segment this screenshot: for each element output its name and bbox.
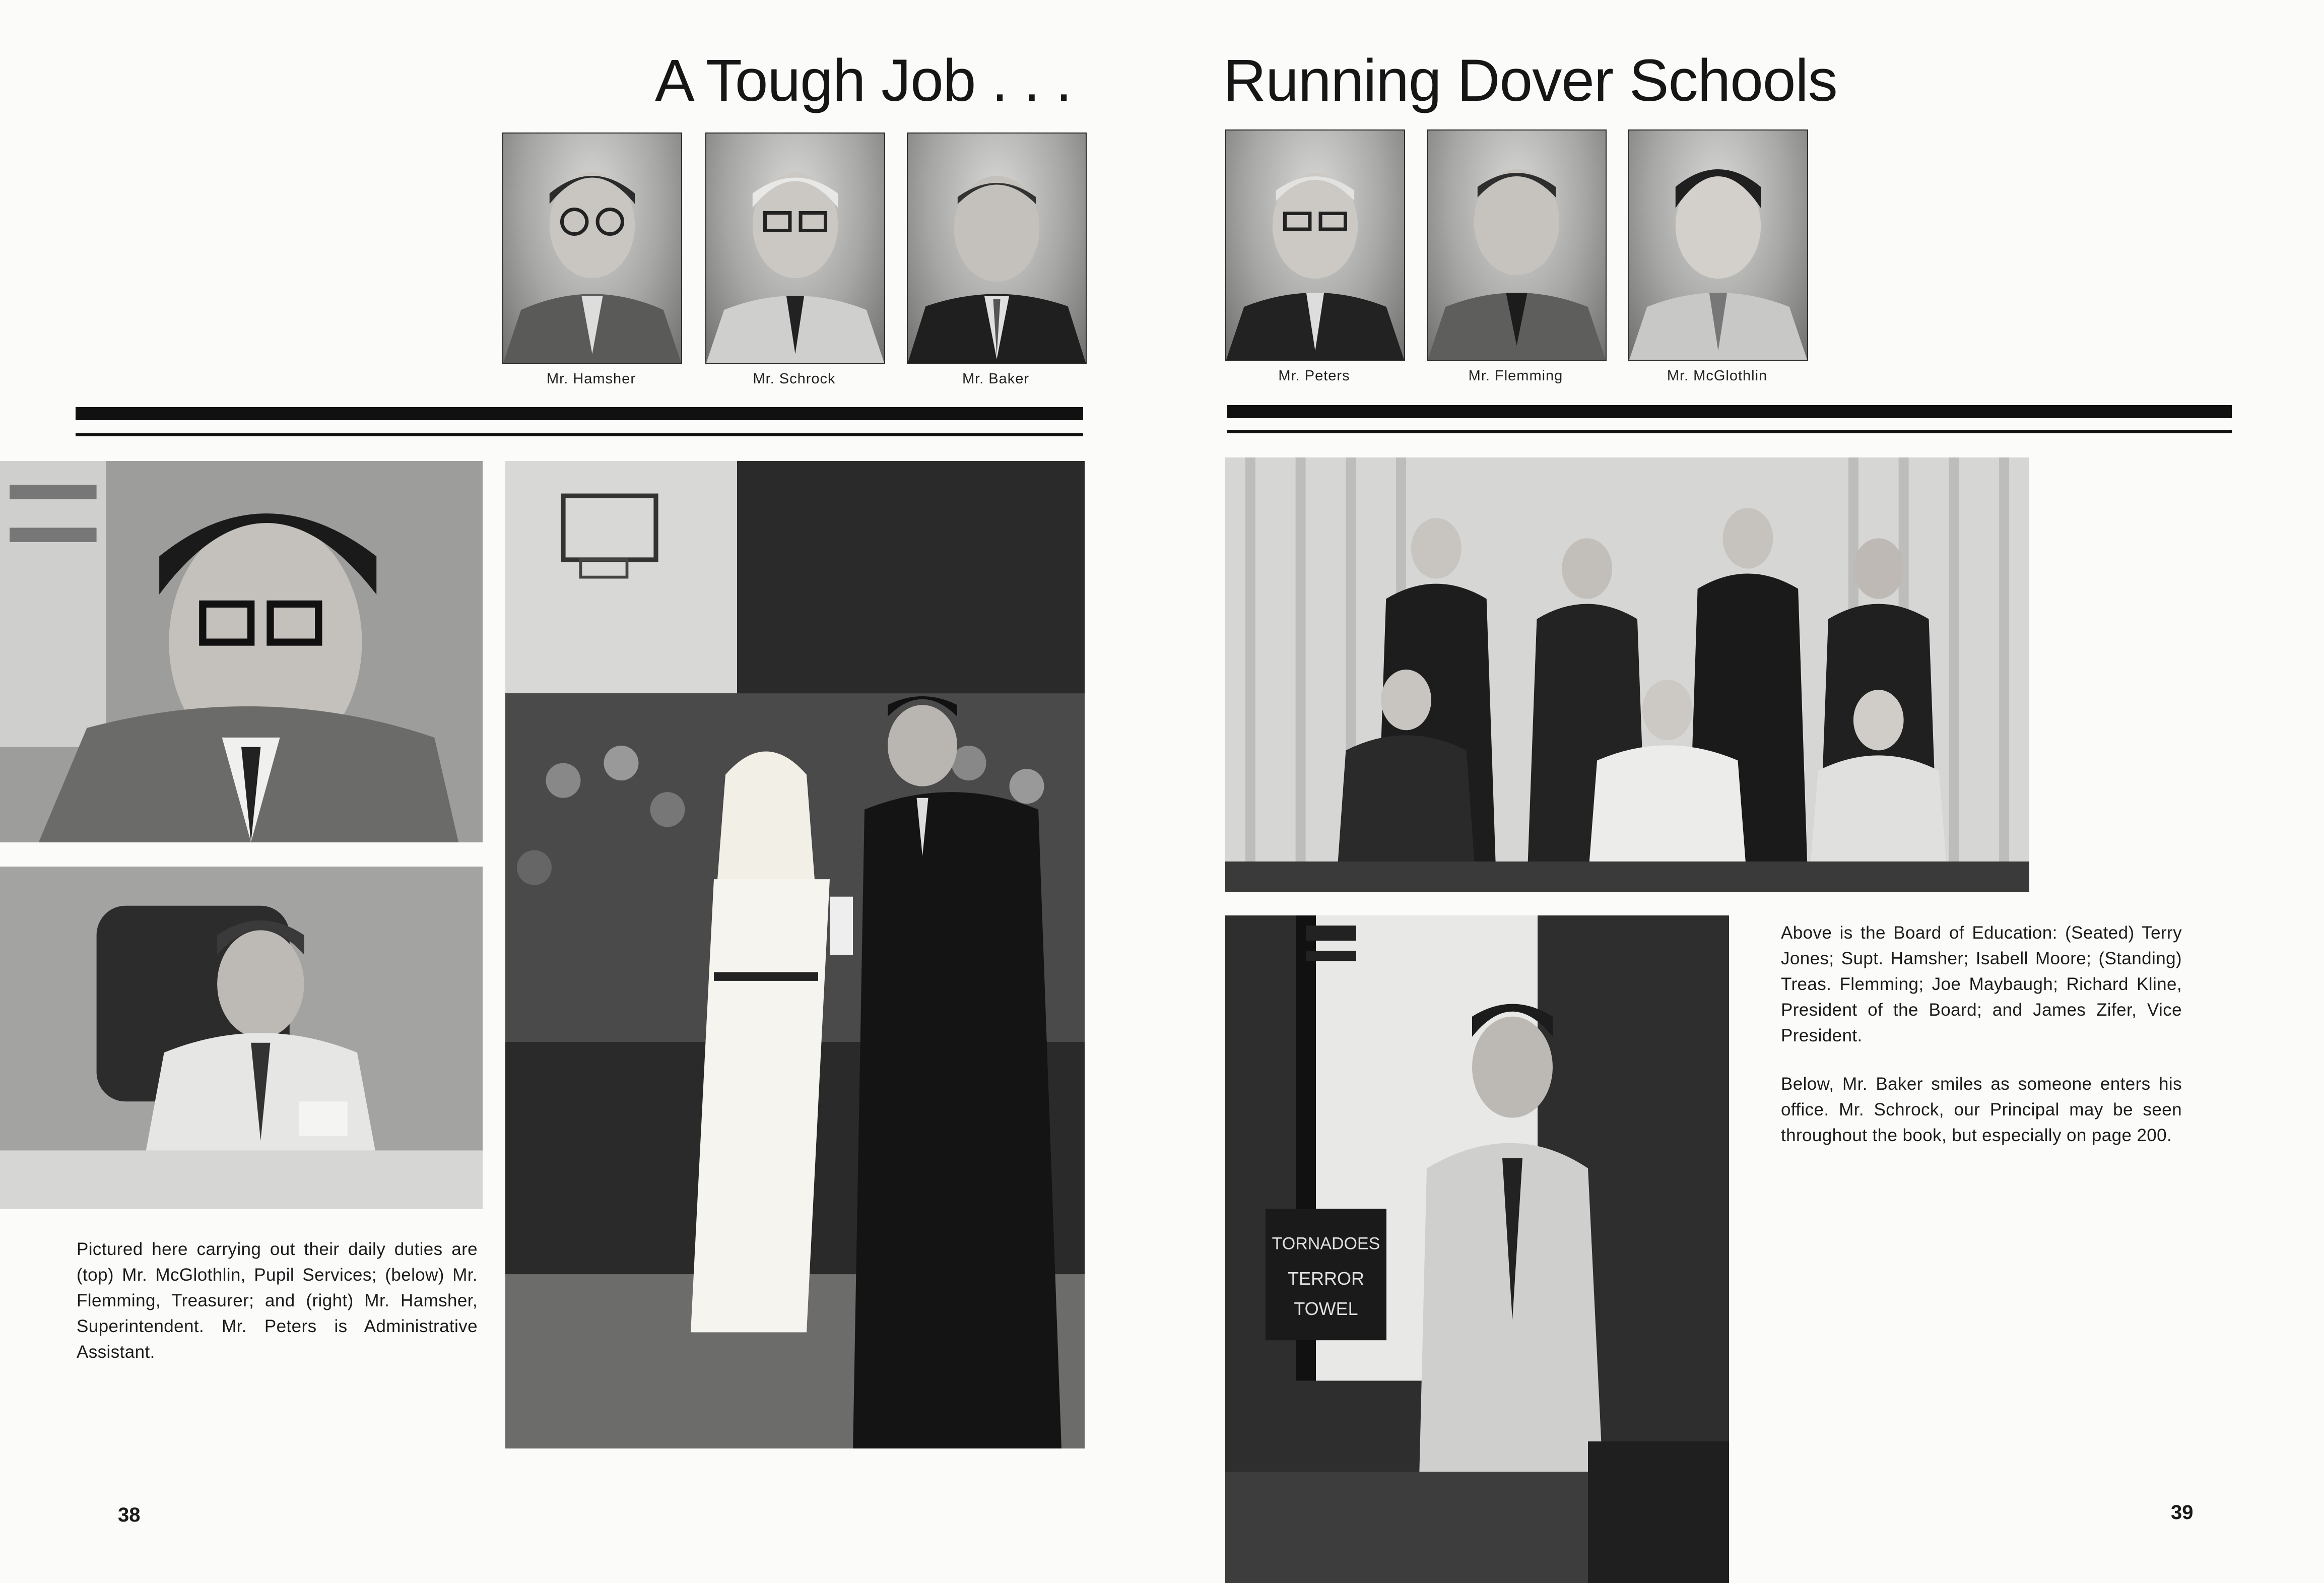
caption-baker: Mr. Baker xyxy=(962,371,1030,387)
caption-mcglothlin: Mr. McGlothlin xyxy=(1667,368,1768,384)
divider-thin-right xyxy=(1227,430,2232,433)
photo-baker-office xyxy=(1225,915,1729,1583)
photo-gym-event xyxy=(505,461,1085,1448)
portrait-peters xyxy=(1225,129,1405,361)
caption-right-board: Above is the Board of Education: (Seated) Terry Jones; Supt. Hamsher; Isabell Moore; (Standing) Treas. Flemming; Joe Maybaugh; Richard Kline, President of the Board; and James Zifer, Vice President. xyxy=(1781,923,2182,1045)
divider-thin-left xyxy=(76,433,1083,436)
portrait-baker xyxy=(907,133,1087,364)
towel-text-1: TORNADOES xyxy=(1272,1234,1380,1254)
portrait-flemming xyxy=(1427,129,1607,361)
caption-left-page: Pictured here carrying out their daily duties are (top) Mr. McGlothlin, Pupil Services; (below) Mr. Flemming, Treasurer; and (right) Mr. Hamsher, Superintendent. Mr. Peters is Administrative Assistant. xyxy=(77,1239,478,1362)
caption-right-office: Below, Mr. Baker smiles as someone enters his office. Mr. Schrock, our Principal may be seen throughout the book, but especially on page 200. xyxy=(1781,1074,2182,1145)
page-title-right: Running Dover Schools xyxy=(1223,47,1837,114)
caption-hamsher: Mr. Hamsher xyxy=(547,371,636,387)
caption-flemming: Mr. Flemming xyxy=(1468,368,1563,384)
divider-thick-right xyxy=(1227,405,2232,418)
photo-mcglothlin-office xyxy=(0,461,483,842)
divider-thick-left xyxy=(76,407,1083,420)
caption-peters: Mr. Peters xyxy=(1278,368,1350,384)
page-number-left: 38 xyxy=(118,1504,141,1526)
page-number-right: 39 xyxy=(2171,1501,2194,1524)
photo-flemming-desk xyxy=(0,867,483,1209)
portrait-schrock xyxy=(705,133,885,364)
photo-board-of-education xyxy=(1225,457,2029,892)
towel-text-2: TERROR xyxy=(1288,1268,1364,1289)
portrait-mcglothlin xyxy=(1628,129,1808,361)
caption-schrock: Mr. Schrock xyxy=(753,371,836,387)
portrait-hamsher xyxy=(502,133,682,364)
page-title-left: A Tough Job . . . xyxy=(655,47,1072,114)
towel-text-3: TOWEL xyxy=(1294,1298,1358,1320)
